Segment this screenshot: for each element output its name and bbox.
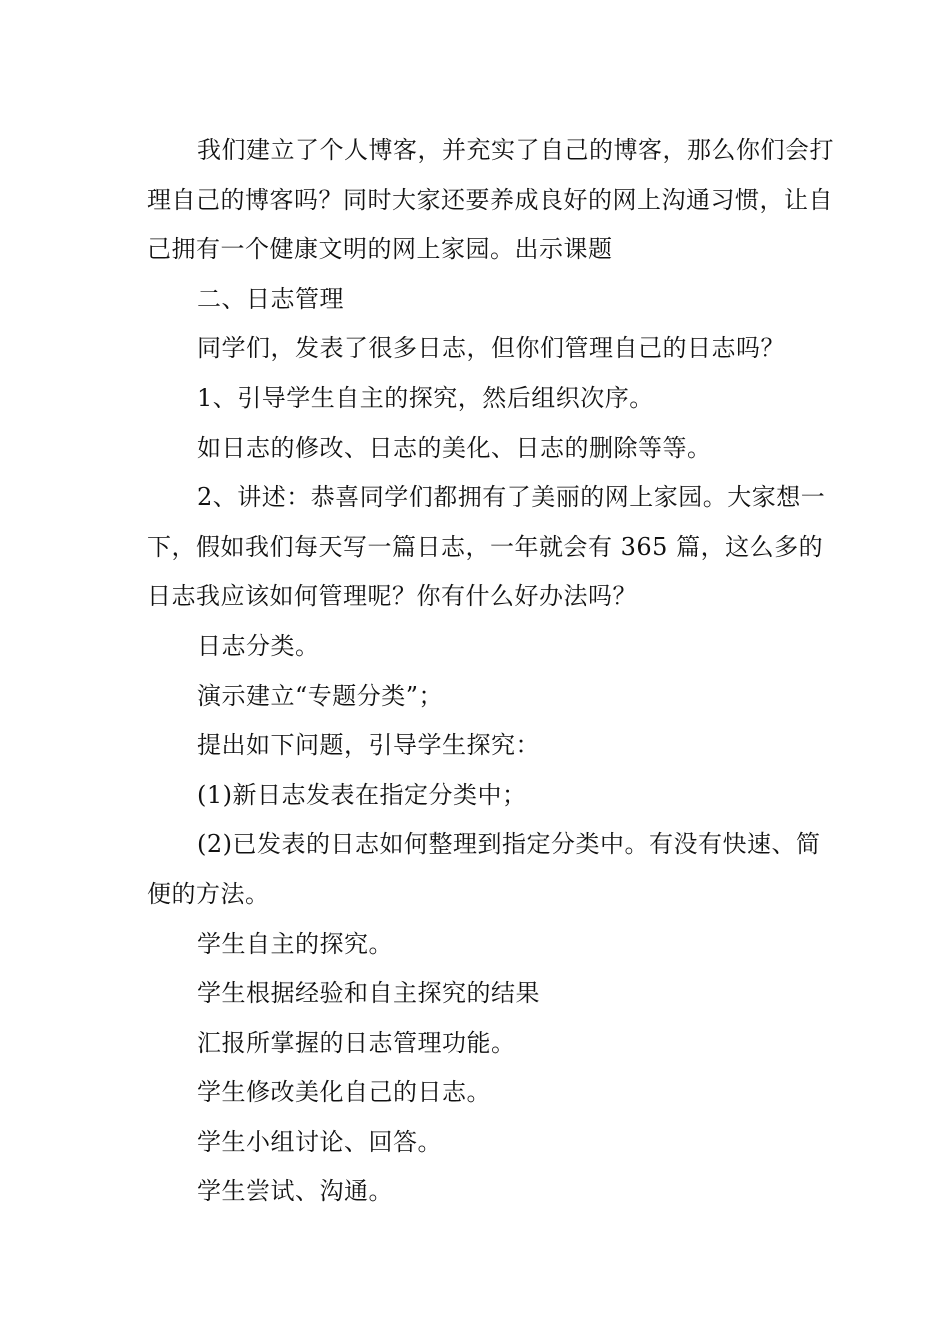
- paragraph-student-explore: 学生自主的探究。: [197, 929, 393, 958]
- paragraph-pose-questions: 提出如下问题，引导学生探究：: [197, 731, 540, 760]
- paragraph-question-1: (1)新日志发表在指定分类中；: [197, 780, 527, 809]
- paragraph-report-functions: 汇报所掌握的日志管理功能。: [197, 1028, 516, 1057]
- document-body: [147, 126, 837, 1217]
- paragraph-step-2: 2、讲述：恭喜同学们都拥有了美丽的网上家园。大家想一下，假如我们每天写一篇日志，一年就会有 365 篇，这么多的日志我应该如何管理呢？你有什么好办法吗？: [147, 483, 826, 611]
- section-heading-log-management: 二、日志管理: [197, 284, 344, 313]
- paragraph-log-categories: 日志分类。: [197, 631, 320, 660]
- paragraph-question: 同学们，发表了很多日志，但你们管理自己的日志吗？: [197, 334, 785, 363]
- paragraph-step-1: 1、引导学生自主的探究，然后组织次序。: [197, 383, 654, 412]
- paragraph-demo-topic-category: 演示建立“专题分类”；: [197, 681, 444, 710]
- paragraph-student-edit: 学生修改美化自己的日志。: [197, 1078, 491, 1107]
- paragraph-student-try: 学生尝试、沟通。: [197, 1177, 393, 1206]
- paragraph-group-discussion: 学生小组讨论、回答。: [197, 1127, 442, 1156]
- paragraph-question-2: (2)已发表的日志如何整理到指定分类中。有没有快速、简便的方法。: [147, 830, 821, 908]
- paragraph-intro: 我们建立了个人博客，并充实了自己的博客，那么你们会打理自己的博客吗？同时大家还要养成良好的网上沟通习惯，让自己拥有一个健康文明的网上家园。出示课题: [147, 136, 834, 264]
- paragraph-examples: 如日志的修改、日志的美化、日志的删除等等。: [197, 433, 712, 462]
- paragraph-student-experience: 学生根据经验和自主探究的结果: [197, 979, 540, 1008]
